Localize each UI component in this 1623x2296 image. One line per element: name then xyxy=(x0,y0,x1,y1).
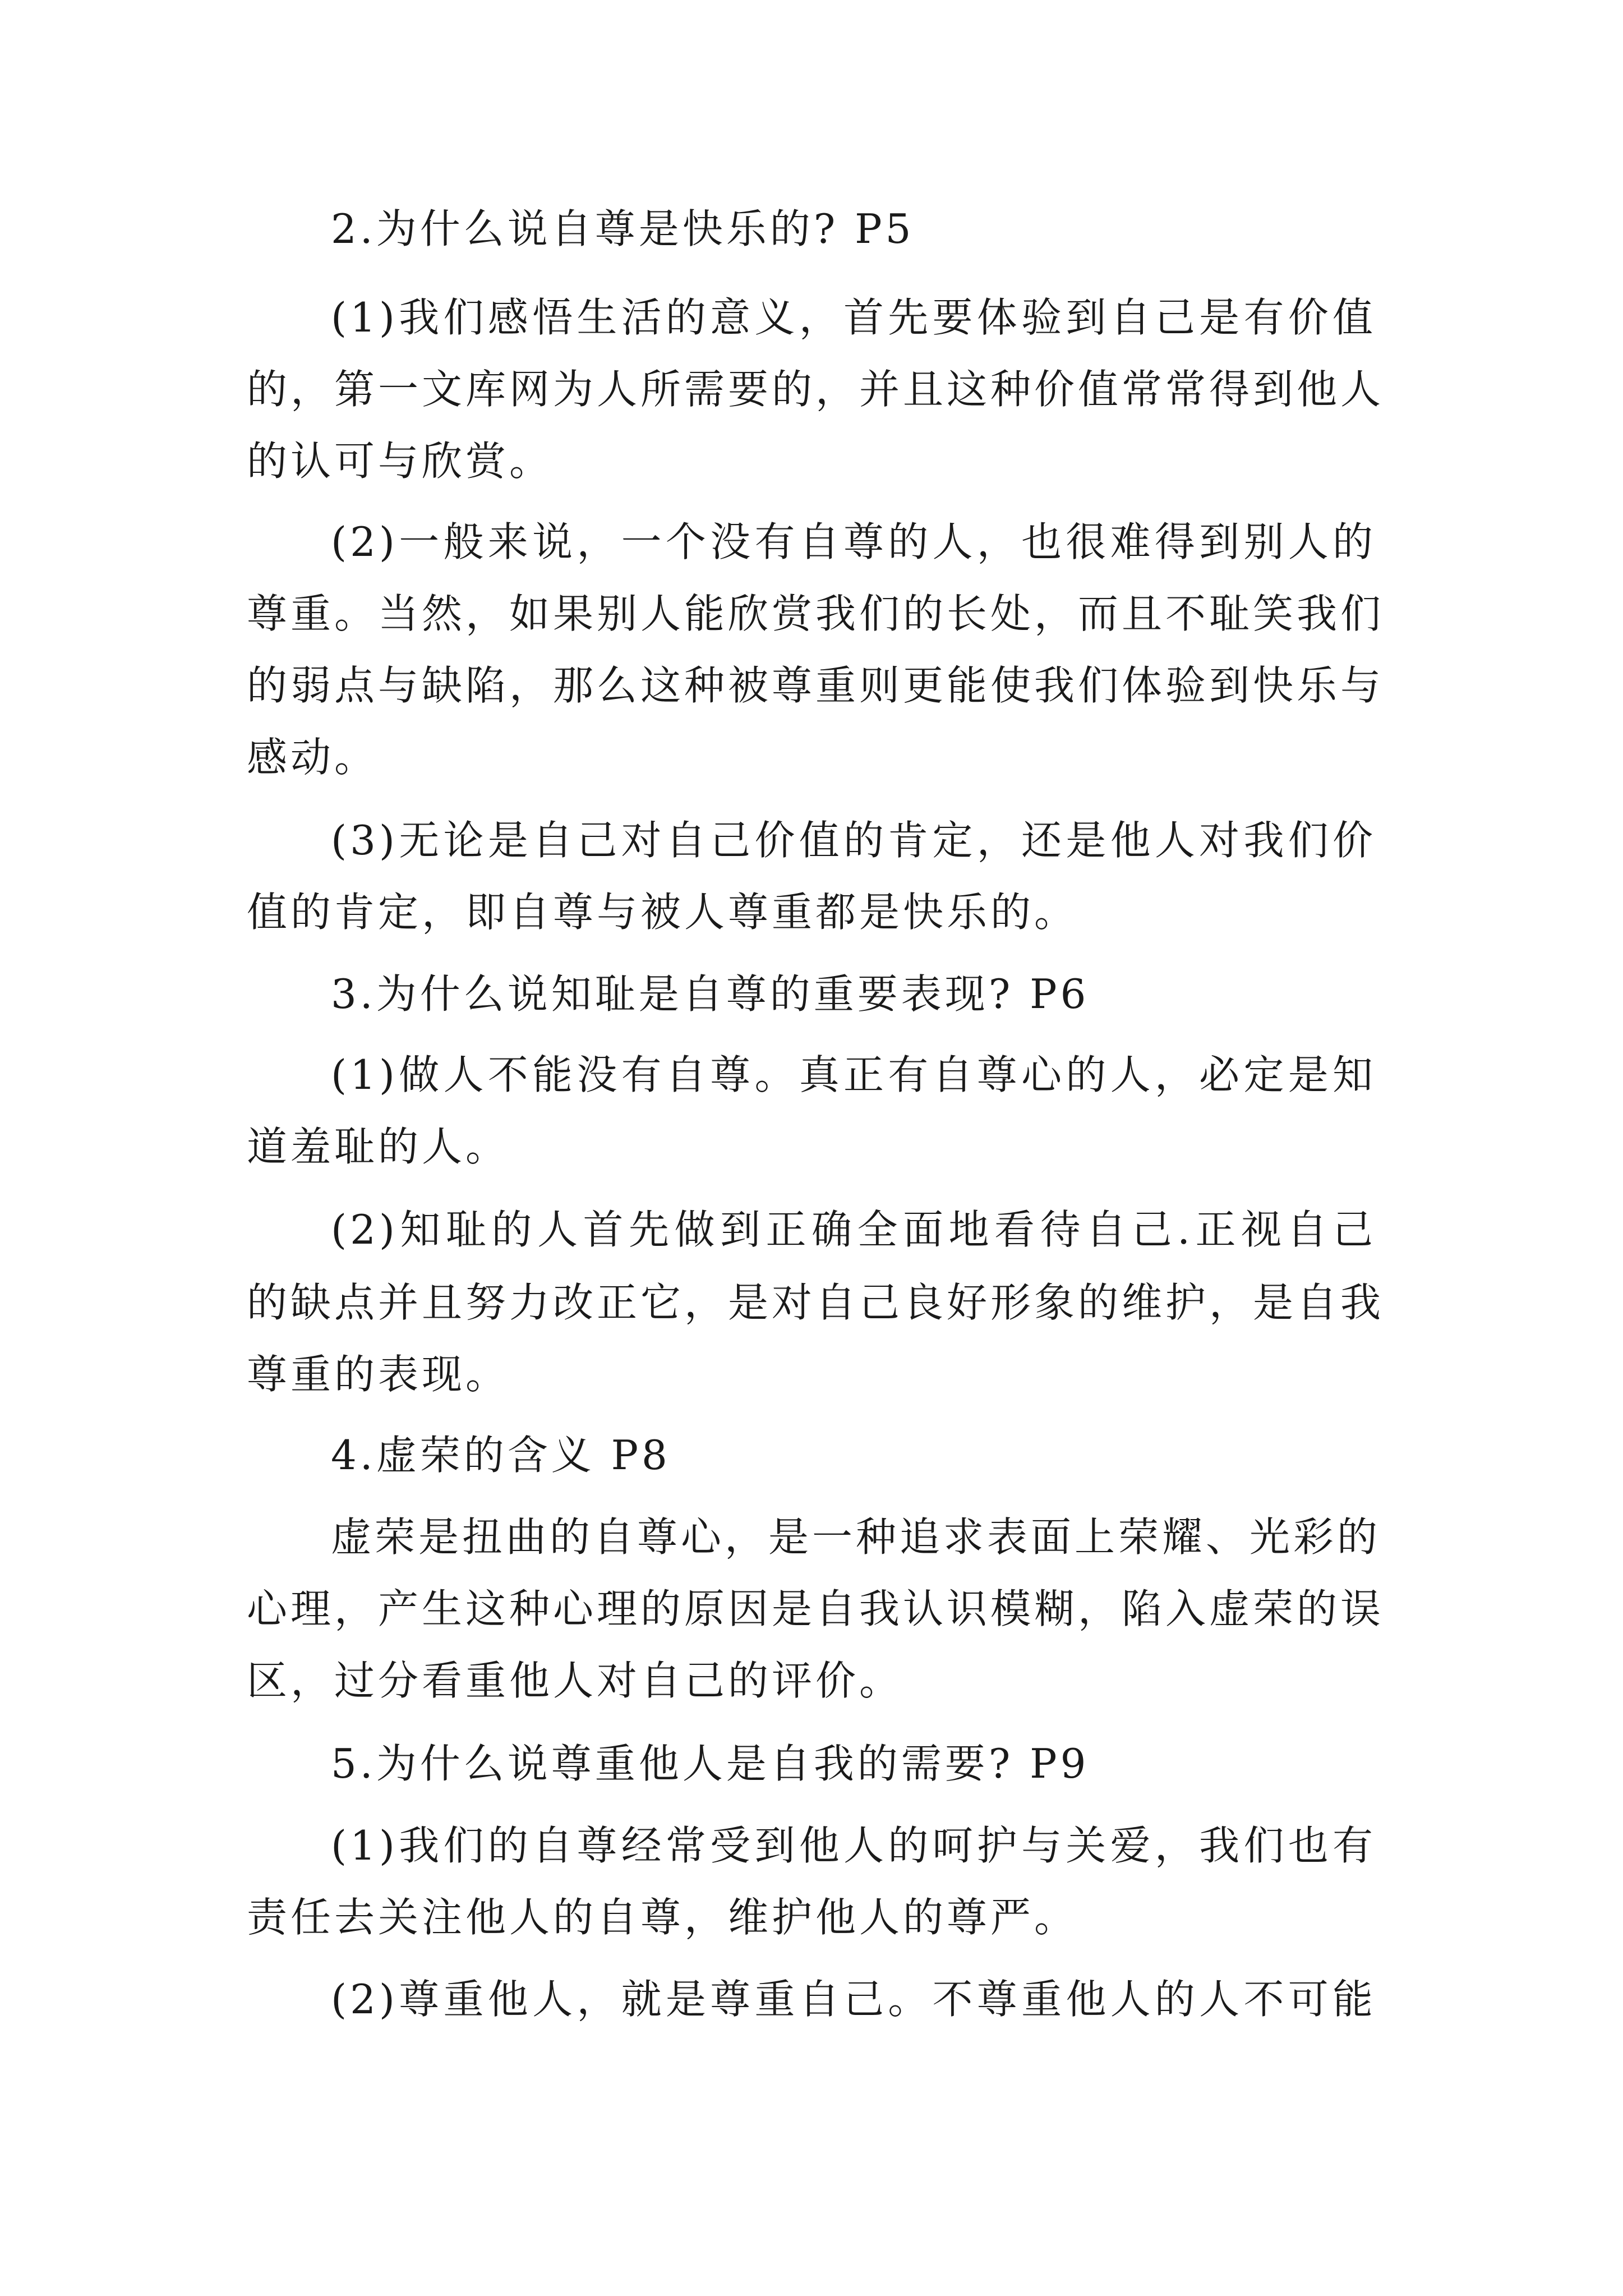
paragraph-line: 的认可与欣赏。 xyxy=(247,438,554,485)
paragraph-line: (2)一般来说，一个没有自尊的人，也很难得到别人的 xyxy=(331,518,1376,565)
paragraph-line: 尊重的表现。 xyxy=(247,1351,510,1398)
paragraph-line: 虚荣是扭曲的自尊心，是一种追求表面上荣耀、光彩的 xyxy=(331,1513,1381,1561)
paragraph-line: 心理，产生这种心理的原因是自我认识模糊，陷入虚荣的误 xyxy=(247,1585,1385,1632)
paragraph-line: (1)做人不能没有自尊。真正有自尊心的人，必定是知 xyxy=(331,1051,1376,1098)
paragraph-line: 区，过分看重他人对自己的评价。 xyxy=(247,1657,903,1704)
heading-q3: 3.为什么说知耻是自尊的重要表现? P6 xyxy=(331,970,1090,1018)
paragraph-line: 的，第一文库网为人所需要的，并且这种价值常常得到他人 xyxy=(247,366,1385,413)
paragraph-line: 尊重。当然，如果别人能欣赏我们的长处，而且不耻笑我们 xyxy=(247,590,1385,637)
paragraph-line: 值的肯定，即自尊与被人尊重都是快乐的。 xyxy=(247,889,1078,936)
paragraph-line: 责任去关注他人的自尊，维护他人的尊严。 xyxy=(247,1894,1078,1941)
paragraph-line: 感动。 xyxy=(247,734,379,781)
heading-q5: 5.为什么说尊重他人是自我的需要? P9 xyxy=(331,1740,1090,1787)
paragraph-line: 的缺点并且努力改正它，是对自己良好形象的维护，是自我 xyxy=(247,1279,1385,1326)
paragraph-line: 的弱点与缺陷，那么这种被尊重则更能使我们体验到快乐与 xyxy=(247,662,1385,709)
paragraph-line: (2)知耻的人首先做到正确全面地看待自己.正视自己 xyxy=(331,1206,1376,1253)
heading-q4: 4.虚荣的含义 P8 xyxy=(331,1432,671,1479)
paragraph-line: (1)我们的自尊经常受到他人的呵护与关爱，我们也有 xyxy=(331,1822,1376,1869)
paragraph-line: (1)我们感悟生活的意义，首先要体验到自己是有价值 xyxy=(331,294,1376,341)
heading-q2: 2.为什么说自尊是快乐的? P5 xyxy=(331,205,915,252)
paragraph-line: (3)无论是自己对自己价值的肯定，还是他人对我们价 xyxy=(331,817,1376,864)
paragraph-line: 道羞耻的人。 xyxy=(247,1123,510,1170)
paragraph-line: (2)尊重他人，就是尊重自己。不尊重他人的人不可能 xyxy=(331,1976,1376,2023)
